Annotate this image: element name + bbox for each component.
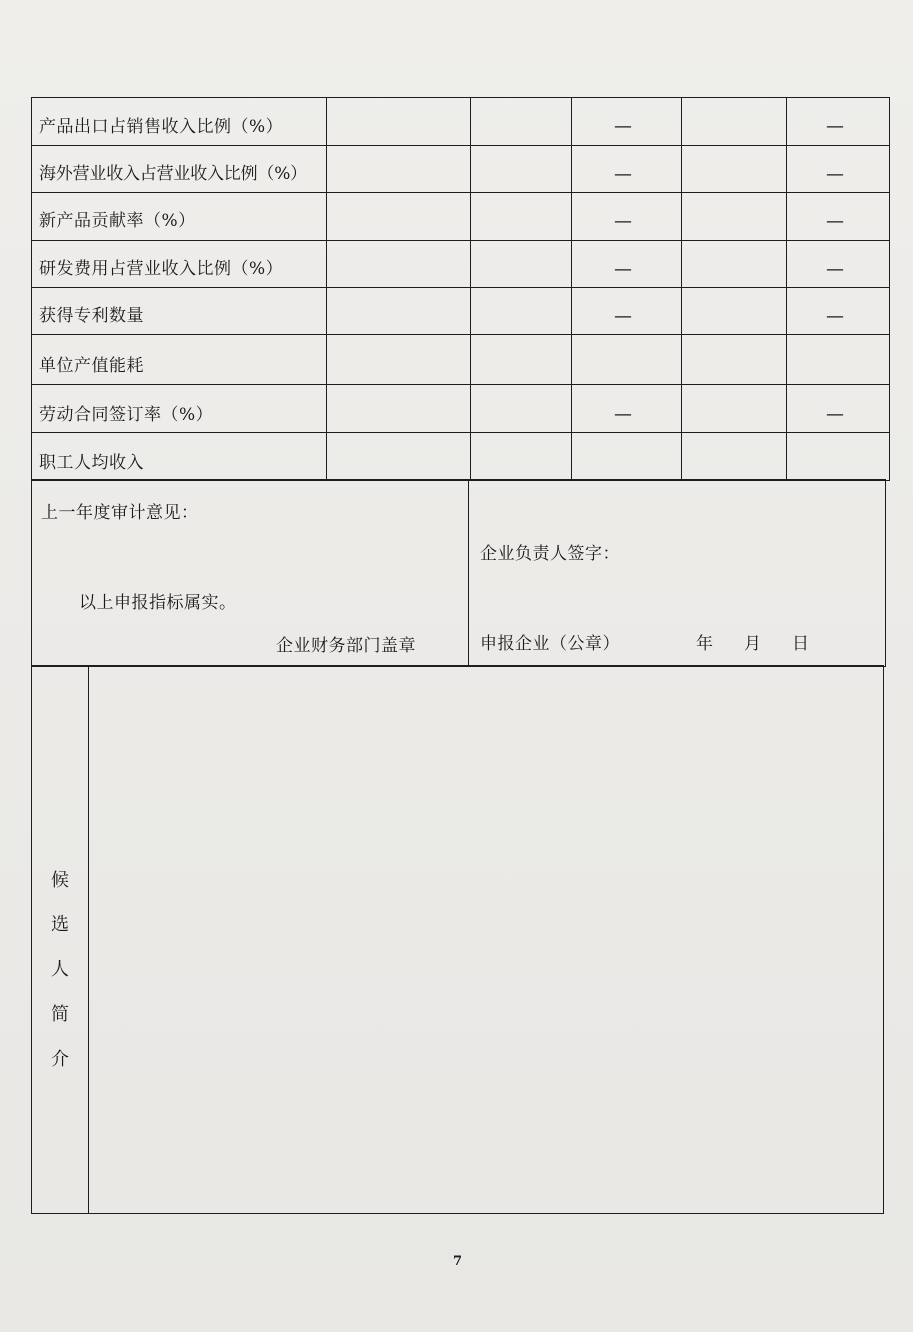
column-divider bbox=[571, 98, 572, 481]
not-applicable-dash: — bbox=[614, 306, 632, 327]
column-divider bbox=[681, 98, 682, 481]
responsible-person-signature-label: 企业负责人签字： bbox=[480, 544, 620, 564]
not-applicable-dash: — bbox=[826, 164, 844, 185]
column-divider bbox=[326, 98, 327, 481]
not-applicable-dash: — bbox=[826, 306, 844, 327]
date-day-label: 日 bbox=[792, 634, 810, 654]
indicator-label: 新产品贡献率（%） bbox=[39, 211, 196, 231]
date-year-label: 年 bbox=[696, 634, 714, 654]
column-divider bbox=[786, 98, 787, 481]
audit-opinion-title: 上一年度审计意见： bbox=[41, 503, 199, 523]
indicator-label: 职工人均收入 bbox=[39, 453, 144, 473]
page-number: 7 bbox=[453, 1254, 463, 1269]
row-divider bbox=[31, 432, 889, 433]
row-divider bbox=[31, 334, 889, 335]
profile-label-char: 人 bbox=[51, 959, 69, 980]
indicator-label: 单位产值能耗 bbox=[39, 356, 144, 376]
profile-label-char: 候 bbox=[51, 870, 69, 891]
row-divider bbox=[31, 287, 889, 288]
row-divider bbox=[31, 240, 889, 241]
indicator-label: 海外营业收入占营业收入比例（%） bbox=[39, 164, 307, 184]
indicator-label: 获得专利数量 bbox=[39, 306, 144, 326]
row-divider bbox=[31, 192, 889, 193]
date-month-label: 月 bbox=[744, 634, 762, 654]
profile-label-char: 简 bbox=[51, 1004, 69, 1025]
not-applicable-dash: — bbox=[614, 259, 632, 280]
indicator-label: 研发费用占营业收入比例（%） bbox=[39, 259, 284, 279]
not-applicable-dash: — bbox=[614, 211, 632, 232]
not-applicable-dash: — bbox=[826, 211, 844, 232]
not-applicable-dash: — bbox=[614, 116, 632, 137]
row-divider bbox=[31, 145, 889, 146]
indicator-label: 劳动合同签订率（%） bbox=[39, 405, 214, 425]
not-applicable-dash: — bbox=[826, 404, 844, 425]
declaration-divider bbox=[468, 480, 469, 666]
profile-label-char: 介 bbox=[51, 1049, 69, 1070]
declaring-enterprise-seal-label: 申报企业（公章） bbox=[480, 634, 620, 654]
audit-statement: 以上申报指标属实。 bbox=[79, 593, 237, 613]
candidate-profile-content-area[interactable] bbox=[90, 667, 882, 1212]
not-applicable-dash: — bbox=[826, 259, 844, 280]
finance-dept-seal-label: 企业财务部门盖章 bbox=[276, 636, 416, 656]
indicator-label: 产品出口占销售收入比例（%） bbox=[39, 117, 284, 137]
not-applicable-dash: — bbox=[614, 404, 632, 425]
not-applicable-dash: — bbox=[614, 164, 632, 185]
profile-label-char: 选 bbox=[51, 914, 69, 935]
column-divider bbox=[470, 98, 471, 481]
not-applicable-dash: — bbox=[826, 116, 844, 137]
row-divider bbox=[31, 384, 889, 385]
